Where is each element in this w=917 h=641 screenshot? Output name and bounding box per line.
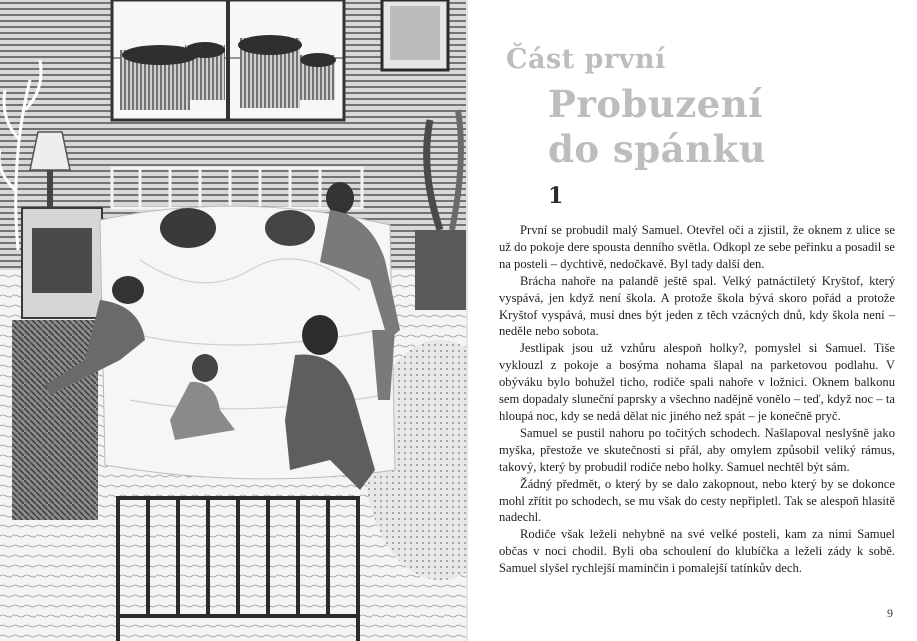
paragraph: Žádný předmět, o který by se dalo zakopnout, nebo který by se dokonce mohl zřítit po schodech, se mu však do cesty nepřipletl. Tak se alespoň hlasitě nadechl. <box>499 476 895 525</box>
parent-head-left <box>160 208 216 248</box>
text-page <box>468 0 917 641</box>
part-title: Část první <box>506 44 666 75</box>
striped-rug <box>12 320 98 520</box>
chapter-title-line-1: Probuzení <box>548 82 763 126</box>
window <box>112 0 344 120</box>
paragraph: Brácha nahoře na palandě ještě spal. Velký patnáctiletý Kryštof, který vyspává, jen když není škola. A protože škola bývá skoro pořád a protože Kryštof vyspává, musí dnes být jeden z těch vzácných dnů, kdy škola není – neděle nebo sobota. <box>499 273 895 339</box>
chapter-title-line-2: do spánku <box>548 127 767 171</box>
nightstand <box>22 208 102 318</box>
body-text <box>499 222 895 577</box>
page-number: 9 <box>887 606 893 620</box>
paragraph: Jestlipak jsou už vzhůru alespoň holky?, pomyslel si Samuel. Tiše vyklouzl z pokoje a bosýma nohama šlapal na parketovou podlahu. V obýváku bylo bohužel ticho, rodiče spali nahoře v ložnici. Oknem balkonu sem dopadaly sluneční paprsky a všechno nadějně vonělo – teď, když noc – ta hloupá noc, kdy se nedá dělat nic jiného než spát – je konečně pryč. <box>499 341 895 423</box>
paragraph: Samuel se pustil nahoru po točitých schodech. Našlapoval neslyšně jako myška, přestože ve skutečnosti si přál, aby omylem způsobil veliký rámus, takový, který by probudil rodiče nebo holky. Samuel nechtěl být sám. <box>499 425 895 474</box>
paragraph: První se probudil malý Samuel. Otevřel oči a zjistil, že oknem z ulice se už do pokoje dere spousta denního světla. Odkopl ze sebe peřinku a posadil se na posteli – dychtivě, nedočkavě. Byl tady další den. <box>499 223 895 271</box>
paragraph: Rodiče však leželi nehybně na své velké posteli, kam za nimi Samuel občas v noci chodil. Byli oba schoulení do klubíčka a leželi zády k sobě. Samuel slyšel rychlejší maminčin i pomalejší tatínkův dech. <box>499 527 895 576</box>
chapter-title <box>548 82 766 172</box>
parent-head-right <box>265 210 315 246</box>
chapter-number: 1 <box>548 183 564 209</box>
